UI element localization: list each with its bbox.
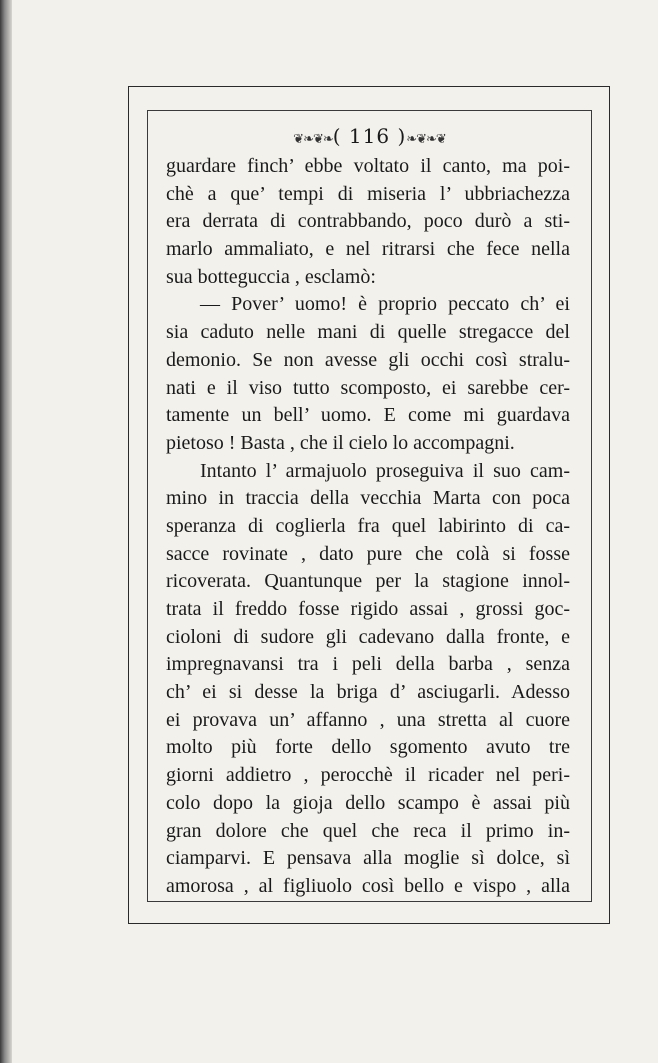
- text-line: colo dopo la gioja dello scampo è assai più: [166, 791, 570, 814]
- text-line: gran dolore che quel che reca il primo in-: [166, 819, 570, 842]
- text-line: marlo ammaliato, e nel ritrarsi che fece nella: [166, 238, 570, 261]
- text-line: era derrata di contrabbando, poco durò a sti-: [166, 210, 570, 233]
- text-line: ei provava un’ affanno , una stretta al cuore: [166, 708, 570, 731]
- text-line: molto più forte dello sgomento avuto tre: [166, 736, 570, 759]
- text-line: guardare finch’ ebbe voltato il canto, ma poi-: [166, 155, 570, 177]
- ornament-right-icon: ❧❦❧❦: [406, 132, 446, 147]
- text-line: ciamparvi. E pensava alla moglie sì dolce, sì: [166, 847, 570, 870]
- text-line: amorosa , al figliuolo così bello e vispo , alla: [166, 874, 570, 897]
- page-number: ( 116 ): [332, 124, 407, 148]
- text-line: cioloni di sudore gli cadevano dalla fronte, e: [166, 625, 570, 648]
- text-line: speranza di coglierla fra quel labirinto di ca-: [166, 514, 570, 537]
- text-line: tamente un bell’ uomo. E come mi guardava: [166, 404, 570, 427]
- text-line: ricoverata. Quantunque per la stagione innol-: [166, 570, 570, 593]
- text-line: — Pover’ uomo! è proprio peccato ch’ ei: [200, 293, 570, 316]
- page-binding-edge: [0, 0, 12, 1063]
- text-line: chè a que’ tempi di miseria l’ ubbriachezza: [166, 182, 570, 205]
- text-line: giorni addietro , perocchè il ricader nel peri-: [166, 764, 570, 787]
- text-line: Intanto l’ armajuolo proseguiva il suo cam-: [200, 459, 570, 482]
- text-line: trata il freddo fosse rigido assai , grossi goc-: [166, 598, 570, 620]
- text-line: pietoso ! Basta , che il cielo lo accompagni.: [166, 431, 515, 454]
- text-line: nati e il viso tutto scomposto, ei sarebbe cer-: [166, 376, 570, 399]
- text-line: sia caduto nelle mani di quelle stregacce del: [166, 321, 570, 344]
- text-line: demonio. Se non avesse gli occhi così stralu-: [166, 348, 570, 371]
- page-header: [147, 124, 592, 148]
- text-line: sacce rovinate , dato pure che colà si fosse: [166, 542, 570, 565]
- ornament-left-icon: ❦❧❦❧: [293, 132, 333, 147]
- body-text: [166, 153, 570, 901]
- text-line: ch’ ei si desse la briga d’ asciugarli. Adesso: [166, 681, 570, 704]
- text-line: impregnavansi tra i peli della barba , senza: [166, 653, 570, 676]
- text-line: mino in traccia della vecchia Marta con poca: [166, 487, 570, 510]
- text-line: sua botteguccia , esclamò:: [166, 265, 376, 288]
